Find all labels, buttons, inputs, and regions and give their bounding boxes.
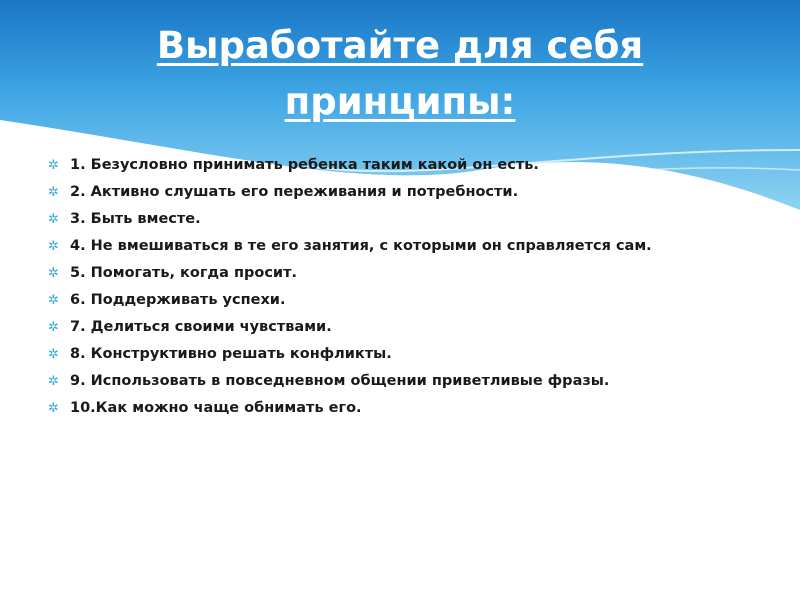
list-item-text: 7. Делиться своими чувствами. xyxy=(70,319,332,335)
asterisk-bullet-icon: ✲ xyxy=(48,212,59,227)
list-item xyxy=(48,397,738,420)
list-item-text: 8. Конструктивно решать конфликты. xyxy=(70,346,392,362)
asterisk-bullet-icon: ✲ xyxy=(48,374,59,389)
slide-title: Выработайте для себя принципы: xyxy=(156,24,644,123)
asterisk-bullet-icon: ✲ xyxy=(48,158,59,173)
list-item-text: 3. Быть вместе. xyxy=(70,211,201,227)
list-item-text: 5. Помогать, когда просит. xyxy=(70,265,297,281)
list-item xyxy=(48,343,738,366)
asterisk-bullet-icon: ✲ xyxy=(48,320,59,335)
list-item xyxy=(48,235,738,258)
list-item xyxy=(48,370,738,393)
asterisk-bullet-icon: ✲ xyxy=(48,293,59,308)
list-item-text: 2. Активно слушать его переживания и потребности. xyxy=(70,184,519,200)
list-item xyxy=(48,289,738,312)
list-item-text: 1. Безусловно принимать ребенка таким какой он есть. xyxy=(70,157,539,173)
asterisk-bullet-icon: ✲ xyxy=(48,266,59,281)
asterisk-bullet-icon: ✲ xyxy=(48,185,59,200)
list-item-text: 6. Поддерживать успехи. xyxy=(70,292,286,308)
list-item xyxy=(48,181,738,204)
list-item-text: 10.Как можно чаще обнимать его. xyxy=(70,400,362,416)
asterisk-bullet-icon: ✲ xyxy=(48,347,59,362)
asterisk-bullet-icon: ✲ xyxy=(48,401,59,416)
list-item xyxy=(48,316,738,339)
list-item-text: 4. Не вмешиваться в те его занятия, с которыми он справляется сам. xyxy=(70,238,652,254)
list-item-text: 9. Использовать в повседневном общении приветливые фразы. xyxy=(70,373,610,389)
list-item xyxy=(48,208,738,231)
list-item xyxy=(48,154,738,177)
asterisk-bullet-icon: ✲ xyxy=(48,239,59,254)
list-item xyxy=(48,262,738,285)
principles-list xyxy=(48,154,738,424)
